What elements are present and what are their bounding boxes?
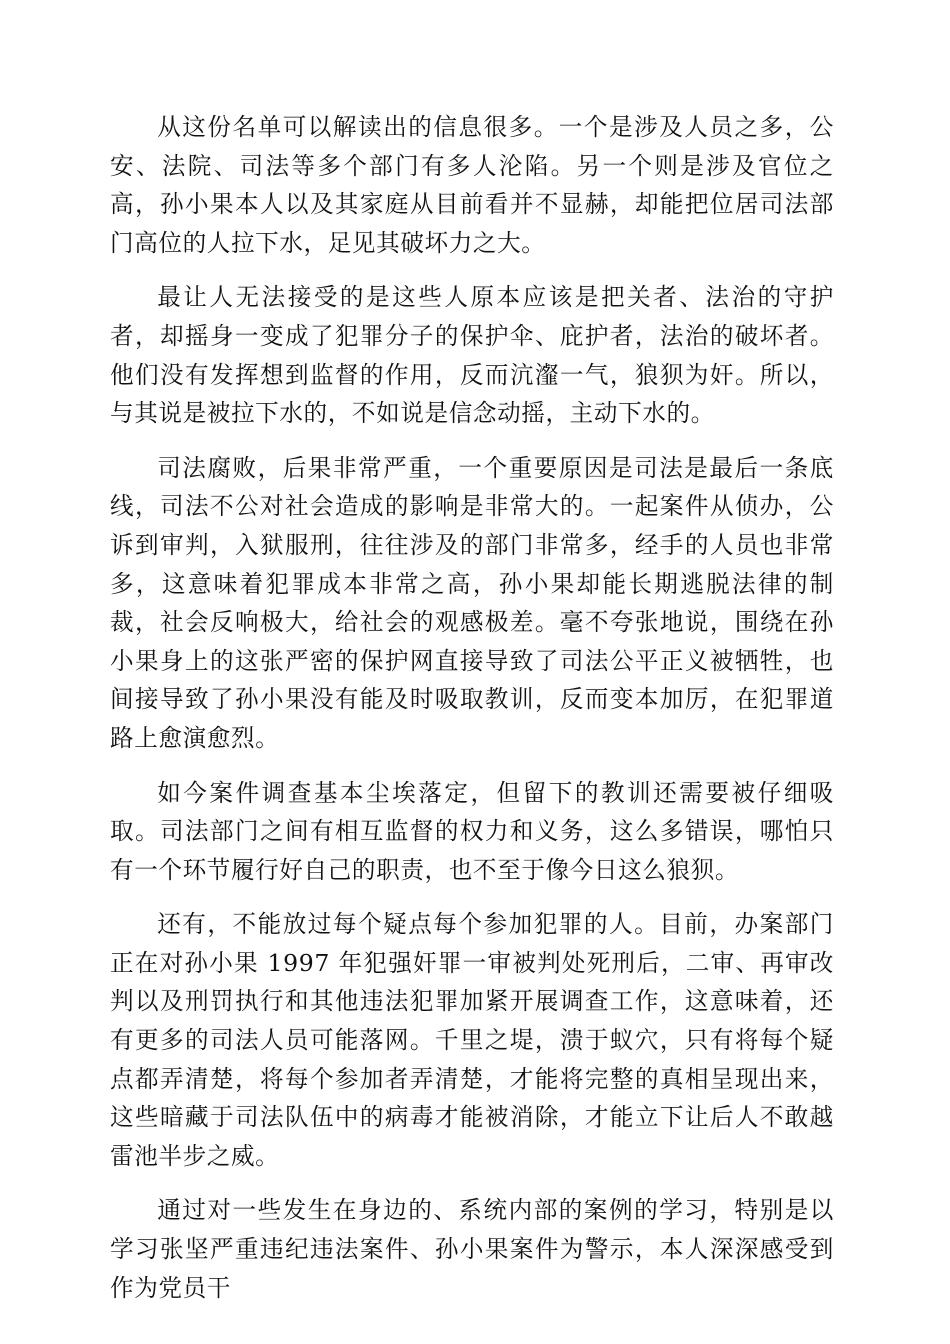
paragraph-4: 如今案件调查基本尘埃落定，但留下的教训还需要被仔细吸取。司法部门之间有相互监督的权力和义务，这么多错误，哪怕只有一个环节履行好自己的职责，也不至于像今日这么狼狈。 — [110, 778, 834, 884]
paragraph-5: 还有，不能放过每个疑点每个参加犯罪的人。目前，办案部门正在对孙小果 1997 年犯强奸罪一审被判处死刑后，二审、再审改判以及刑罚执行和其他违法犯罪加紧开展调查工作，这意味着，还有更多的司法人员可能落网。千里之堤，溃于蚁穴，只有将每个疑点都弄清楚，将每个参加者弄清楚，才能将完整的真相呈现出来，这些暗藏于司法队伍中的病毒才能被消除，才能立下让后人不敢越雷池半步之威。 — [110, 910, 834, 1170]
document-page — [110, 108, 834, 1323]
paragraph-3: 司法腐败，后果非常严重，一个重要原因是司法是最后一条底线，司法不公对社会造成的影响是非常大的。一起案件从侦办，公诉到审判，入狱服刑，往往涉及的部门非常多，经手的人员也非常多，这意味着犯罪成本非常之高，孙小果却能长期逃脱法律的制裁，社会反响极大，给社会的观感极差。毫不夸张地说，围绕在孙小果身上的这张严密的保护网直接导致了司法公平正义被牺牲，也间接导致了孙小果没有能及时吸取教训，反而变本加厉，在犯罪道路上愈演愈烈。 — [110, 453, 834, 752]
paragraph-2: 最让人无法接受的是这些人原本应该是把关者、法治的守护者，却摇身一变成了犯罪分子的保护伞、庇护者，法治的破坏者。他们没有发挥想到监督的作用，反而沆瀣一气，狼狈为奸。所以，与其说是被拉下水的，不如说是信念动摇，主动下水的。 — [110, 283, 834, 428]
paragraph-6: 通过对一些发生在身边的、系统内部的案例的学习，特别是以学习张坚严重违纪违法案件、孙小果案件为警示，本人深深感受到作为党员干 — [110, 1196, 834, 1302]
paragraph-1: 从这份名单可以解读出的信息很多。一个是涉及人员之多，公安、法院、司法等多个部门有多人沦陷。另一个则是涉及官位之高，孙小果本人以及其家庭从目前看并不显赫，却能把位居司法部门高位的人拉下水，足见其破坏力之大。 — [110, 113, 834, 257]
